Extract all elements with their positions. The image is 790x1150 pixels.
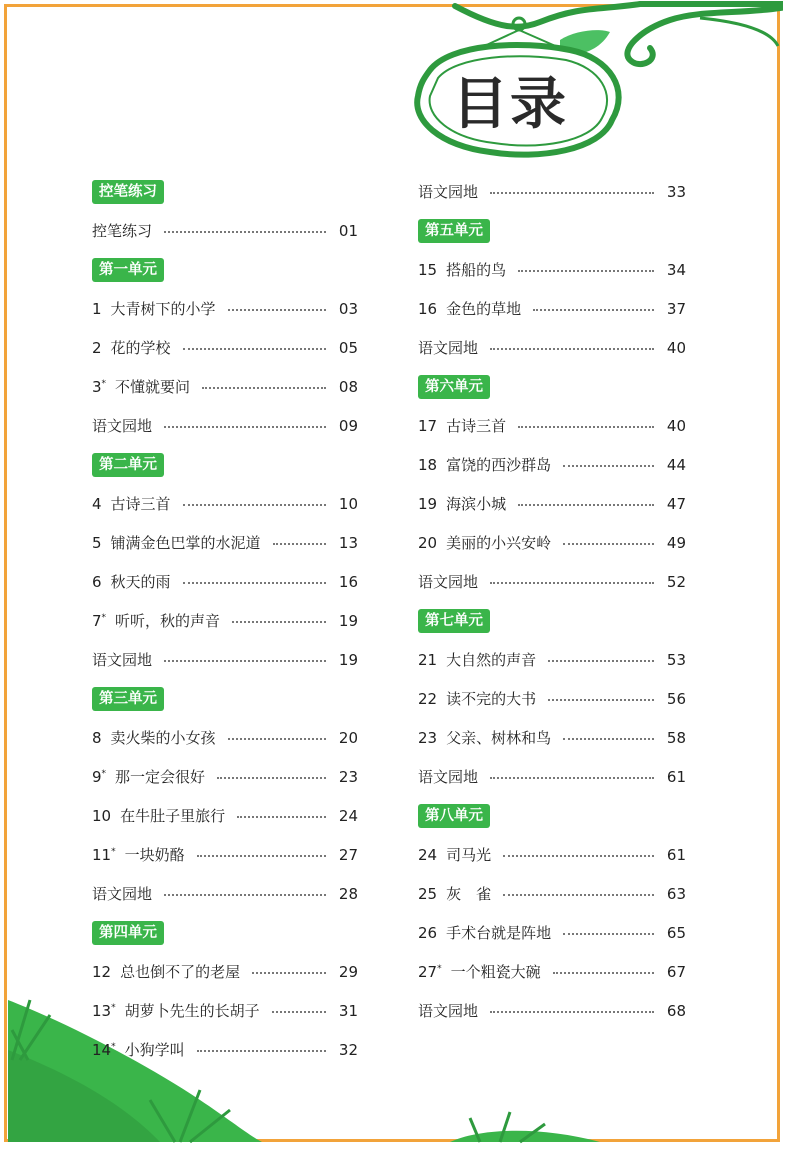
lesson-title: 控笔练习 (92, 222, 153, 240)
lesson-title: 语文园地 (92, 885, 153, 903)
lesson-number (92, 534, 102, 552)
lesson-title: 语文园地 (418, 183, 479, 201)
toc-entry[interactable] (418, 328, 686, 367)
toc-entry[interactable] (418, 952, 686, 991)
dot-leader (164, 426, 326, 428)
page-number: 56 (666, 689, 686, 708)
page-number: 01 (338, 221, 358, 240)
lesson-number (92, 573, 102, 591)
toc-entry[interactable] (92, 718, 358, 757)
unit-heading-row (418, 601, 686, 640)
unit-heading-row (418, 211, 686, 250)
page-number: 31 (338, 1001, 358, 1020)
toc-entry[interactable] (92, 367, 358, 406)
page-number: 32 (338, 1040, 358, 1059)
lesson-number (92, 612, 106, 630)
toc-entry[interactable] (418, 757, 686, 796)
lesson-number (418, 261, 437, 279)
toc-entry[interactable] (92, 757, 358, 796)
unit-heading-row (92, 250, 358, 289)
dot-leader (548, 699, 654, 701)
page-number: 13 (338, 533, 358, 552)
unit-badge: 第八单元 (418, 804, 490, 828)
page-number: 19 (338, 650, 358, 669)
dot-leader (503, 894, 654, 896)
toc-entry[interactable] (92, 1030, 358, 1069)
lesson-number-text: 2 (92, 338, 102, 357)
dot-leader (563, 738, 654, 740)
lesson-title: 不懂就要问 (115, 378, 191, 396)
lesson-number-text: 23 (418, 728, 438, 747)
toc-entry[interactable] (418, 835, 686, 874)
lesson-title: 一个粗瓷大碗 (450, 963, 541, 981)
unit-heading-row (92, 913, 358, 952)
lesson-title: 胡萝卜先生的长胡子 (124, 1002, 260, 1020)
toc-entry[interactable] (418, 250, 686, 289)
toc-right-column (418, 172, 686, 1030)
lesson-number (418, 300, 437, 318)
lesson-title: 父亲、树林和鸟 (446, 729, 552, 747)
lesson-number-text: 6 (92, 572, 102, 591)
toc-entry[interactable] (92, 835, 358, 874)
dot-leader (252, 972, 326, 974)
page-number: 40 (666, 416, 686, 435)
dot-leader (490, 1011, 654, 1013)
unit-heading-row (92, 445, 358, 484)
lesson-number (418, 963, 442, 981)
unit-badge: 第三单元 (92, 687, 164, 711)
lesson-number-text: 15 (418, 260, 438, 279)
lesson-number-text: 16 (418, 299, 438, 318)
dot-leader (490, 777, 654, 779)
lesson-number (418, 729, 437, 747)
lesson-number (418, 495, 437, 513)
lesson-number-text: 18 (418, 455, 438, 474)
toc-entry[interactable] (418, 913, 686, 952)
toc-entry[interactable] (92, 796, 358, 835)
toc-left-column (92, 172, 358, 1069)
unit-badge: 第七单元 (418, 609, 490, 633)
lesson-number-text: 19 (418, 494, 438, 513)
lesson-title: 海滨小城 (446, 495, 507, 513)
toc-entry[interactable] (418, 523, 686, 562)
page-number: 53 (666, 650, 686, 669)
lesson-title: 总也倒不了的老屋 (120, 963, 241, 981)
dot-leader (490, 582, 654, 584)
lesson-title: 语文园地 (418, 339, 479, 357)
lesson-number-text: 21 (418, 650, 438, 669)
toc-entry[interactable] (92, 991, 358, 1030)
lesson-number (92, 1041, 116, 1059)
toc-entry[interactable] (418, 406, 686, 445)
dot-leader (164, 231, 326, 233)
lesson-title: 小狗学叫 (124, 1041, 185, 1059)
toc-entry[interactable] (92, 406, 358, 445)
page-number: 29 (338, 962, 358, 981)
dot-leader (518, 504, 654, 506)
lesson-title: 一块奶酪 (124, 846, 185, 864)
lesson-title: 古诗三首 (446, 417, 507, 435)
page-number: 16 (338, 572, 358, 591)
title-area (410, 40, 610, 160)
unit-badge: 第六单元 (418, 375, 490, 399)
dot-leader (164, 894, 326, 896)
lesson-number (418, 417, 437, 435)
lesson-number-text: 9 (92, 767, 102, 786)
lesson-title: 大青树下的小学 (110, 300, 216, 318)
toc-entry[interactable] (92, 562, 358, 601)
lesson-number-text: 4 (92, 494, 102, 513)
page-number: 63 (666, 884, 686, 903)
dot-leader (232, 621, 326, 623)
lesson-number-text: 10 (92, 806, 112, 825)
toc-entry[interactable] (418, 484, 686, 523)
page-number: 58 (666, 728, 686, 747)
lesson-title: 灰 雀 (446, 885, 492, 903)
toc-entry[interactable] (418, 679, 686, 718)
dot-leader (533, 309, 654, 311)
lesson-title: 搭船的鸟 (446, 261, 507, 279)
lesson-number-text: 25 (418, 884, 438, 903)
lesson-number-text: 12 (92, 962, 112, 981)
toc-entry[interactable] (418, 562, 686, 601)
page-number: 47 (666, 494, 686, 513)
page-title: 目录 (452, 72, 568, 137)
dot-leader (553, 972, 654, 974)
dot-leader (563, 465, 654, 467)
optional-star-icon: * (111, 1041, 116, 1052)
lesson-title: 语文园地 (418, 1002, 479, 1020)
page-number: 61 (666, 845, 686, 864)
unit-badge: 第二单元 (92, 453, 164, 477)
lesson-title: 秋天的雨 (110, 573, 171, 591)
lesson-number (418, 651, 437, 669)
dot-leader (197, 1050, 326, 1052)
page-number: 61 (666, 767, 686, 786)
lesson-title: 司马光 (446, 846, 492, 864)
toc-entry[interactable] (92, 523, 358, 562)
toc-entry[interactable] (92, 289, 358, 328)
lesson-title: 古诗三首 (110, 495, 171, 513)
toc-entry[interactable] (92, 952, 358, 991)
page-number: 65 (666, 923, 686, 942)
unit-heading-row (92, 679, 358, 718)
page-number: 67 (666, 962, 686, 981)
unit-badge: 控笔练习 (92, 180, 164, 204)
toc-entry[interactable] (418, 640, 686, 679)
lesson-title: 铺满金色巴掌的水泥道 (110, 534, 261, 552)
lesson-number-text: 3 (92, 377, 102, 396)
toc-entry[interactable] (92, 484, 358, 523)
page-number: 20 (338, 728, 358, 747)
page-number: 03 (338, 299, 358, 318)
optional-star-icon: * (437, 963, 442, 974)
toc-entry[interactable] (92, 874, 358, 913)
toc-entry[interactable] (418, 991, 686, 1030)
dot-leader (518, 270, 654, 272)
toc-entry[interactable] (92, 601, 358, 640)
toc-entry[interactable] (92, 328, 358, 367)
lesson-number-text: 14 (92, 1040, 112, 1059)
page-number: 28 (338, 884, 358, 903)
page-number: 40 (666, 338, 686, 357)
unit-badge: 第五单元 (418, 219, 490, 243)
dot-leader (217, 777, 326, 779)
dot-leader (272, 1011, 326, 1013)
optional-star-icon: * (111, 1002, 116, 1013)
toc-entry[interactable] (92, 640, 358, 679)
lesson-number-text: 11 (92, 845, 112, 864)
toc-entry[interactable] (418, 718, 686, 757)
lesson-number (418, 456, 437, 474)
unit-heading-row (418, 367, 686, 406)
lesson-number-text: 24 (418, 845, 438, 864)
lesson-number-text: 20 (418, 533, 438, 552)
lesson-title: 语文园地 (418, 768, 479, 786)
lesson-title: 美丽的小兴安岭 (446, 534, 552, 552)
unit-heading-row (92, 172, 358, 211)
page-number: 23 (338, 767, 358, 786)
lesson-title: 语文园地 (92, 417, 153, 435)
lesson-number-text: 7 (92, 611, 102, 630)
lesson-title: 听听，秋的声音 (115, 612, 221, 630)
dot-leader (164, 660, 326, 662)
page-number: 27 (338, 845, 358, 864)
optional-star-icon: * (101, 378, 107, 389)
page-number: 10 (338, 494, 358, 513)
page-number: 09 (338, 416, 358, 435)
optional-star-icon: * (111, 846, 116, 857)
lesson-title: 卖火柴的小女孩 (110, 729, 216, 747)
lesson-number-text: 22 (418, 689, 438, 708)
lesson-title: 语文园地 (92, 651, 153, 669)
lesson-title: 手术台就是阵地 (446, 924, 552, 942)
dot-leader (563, 933, 654, 935)
page-number: 68 (666, 1001, 686, 1020)
toc-entry[interactable] (92, 211, 358, 250)
dot-leader (490, 348, 654, 350)
page-number: 52 (666, 572, 686, 591)
lesson-number (418, 690, 437, 708)
dot-leader (237, 816, 326, 818)
lesson-number (92, 378, 106, 396)
lesson-number (92, 1002, 116, 1020)
lesson-title: 金色的草地 (446, 300, 522, 318)
toc-entry[interactable] (418, 445, 686, 484)
lesson-number (92, 807, 111, 825)
page-number: 08 (338, 377, 358, 396)
page-number: 19 (338, 611, 358, 630)
lesson-title: 大自然的声音 (446, 651, 537, 669)
lesson-number-text: 17 (418, 416, 438, 435)
lesson-number-text: 8 (92, 728, 102, 747)
page-number: 33 (666, 182, 686, 201)
lesson-number (92, 768, 106, 786)
lesson-number (92, 846, 116, 864)
lesson-number-text: 27 (418, 962, 438, 981)
lesson-number (92, 729, 102, 747)
dot-leader (197, 855, 326, 857)
lesson-number (92, 495, 102, 513)
dot-leader (490, 192, 654, 194)
dot-leader (273, 543, 326, 545)
dot-leader (548, 660, 654, 662)
toc-entry[interactable] (418, 874, 686, 913)
dot-leader (228, 309, 326, 311)
page-number: 37 (666, 299, 686, 318)
lesson-title: 那一定会很好 (115, 768, 206, 786)
unit-heading-row (418, 796, 686, 835)
lesson-number (418, 534, 437, 552)
dot-leader (183, 348, 326, 350)
page-number: 24 (338, 806, 358, 825)
lesson-title: 在牛肚子里旅行 (120, 807, 226, 825)
unit-badge: 第四单元 (92, 921, 164, 945)
lesson-title: 语文园地 (418, 573, 479, 591)
toc-entry[interactable] (418, 172, 686, 211)
lesson-number-text: 26 (418, 923, 438, 942)
lesson-number (92, 963, 111, 981)
page-number: 49 (666, 533, 686, 552)
dot-leader (503, 855, 654, 857)
toc-entry[interactable] (418, 289, 686, 328)
optional-star-icon: * (101, 612, 107, 623)
page-number: 05 (338, 338, 358, 357)
lesson-number-text: 13 (92, 1001, 112, 1020)
lesson-title: 读不完的大书 (446, 690, 537, 708)
lesson-number (92, 339, 102, 357)
page-number: 34 (666, 260, 686, 279)
lesson-number (92, 300, 102, 318)
lesson-number-text: 5 (92, 533, 102, 552)
lesson-title: 花的学校 (110, 339, 171, 357)
optional-star-icon: * (101, 768, 107, 779)
unit-badge: 第一单元 (92, 258, 164, 282)
lesson-title: 富饶的西沙群岛 (446, 456, 552, 474)
dot-leader (228, 738, 326, 740)
lesson-number (418, 924, 437, 942)
dot-leader (518, 426, 654, 428)
dot-leader (202, 387, 326, 389)
lesson-number (418, 885, 437, 903)
lesson-number (418, 846, 437, 864)
dot-leader (183, 504, 326, 506)
dot-leader (563, 543, 654, 545)
page-number: 44 (666, 455, 686, 474)
dot-leader (183, 582, 326, 584)
lesson-number-text: 1 (92, 299, 102, 318)
